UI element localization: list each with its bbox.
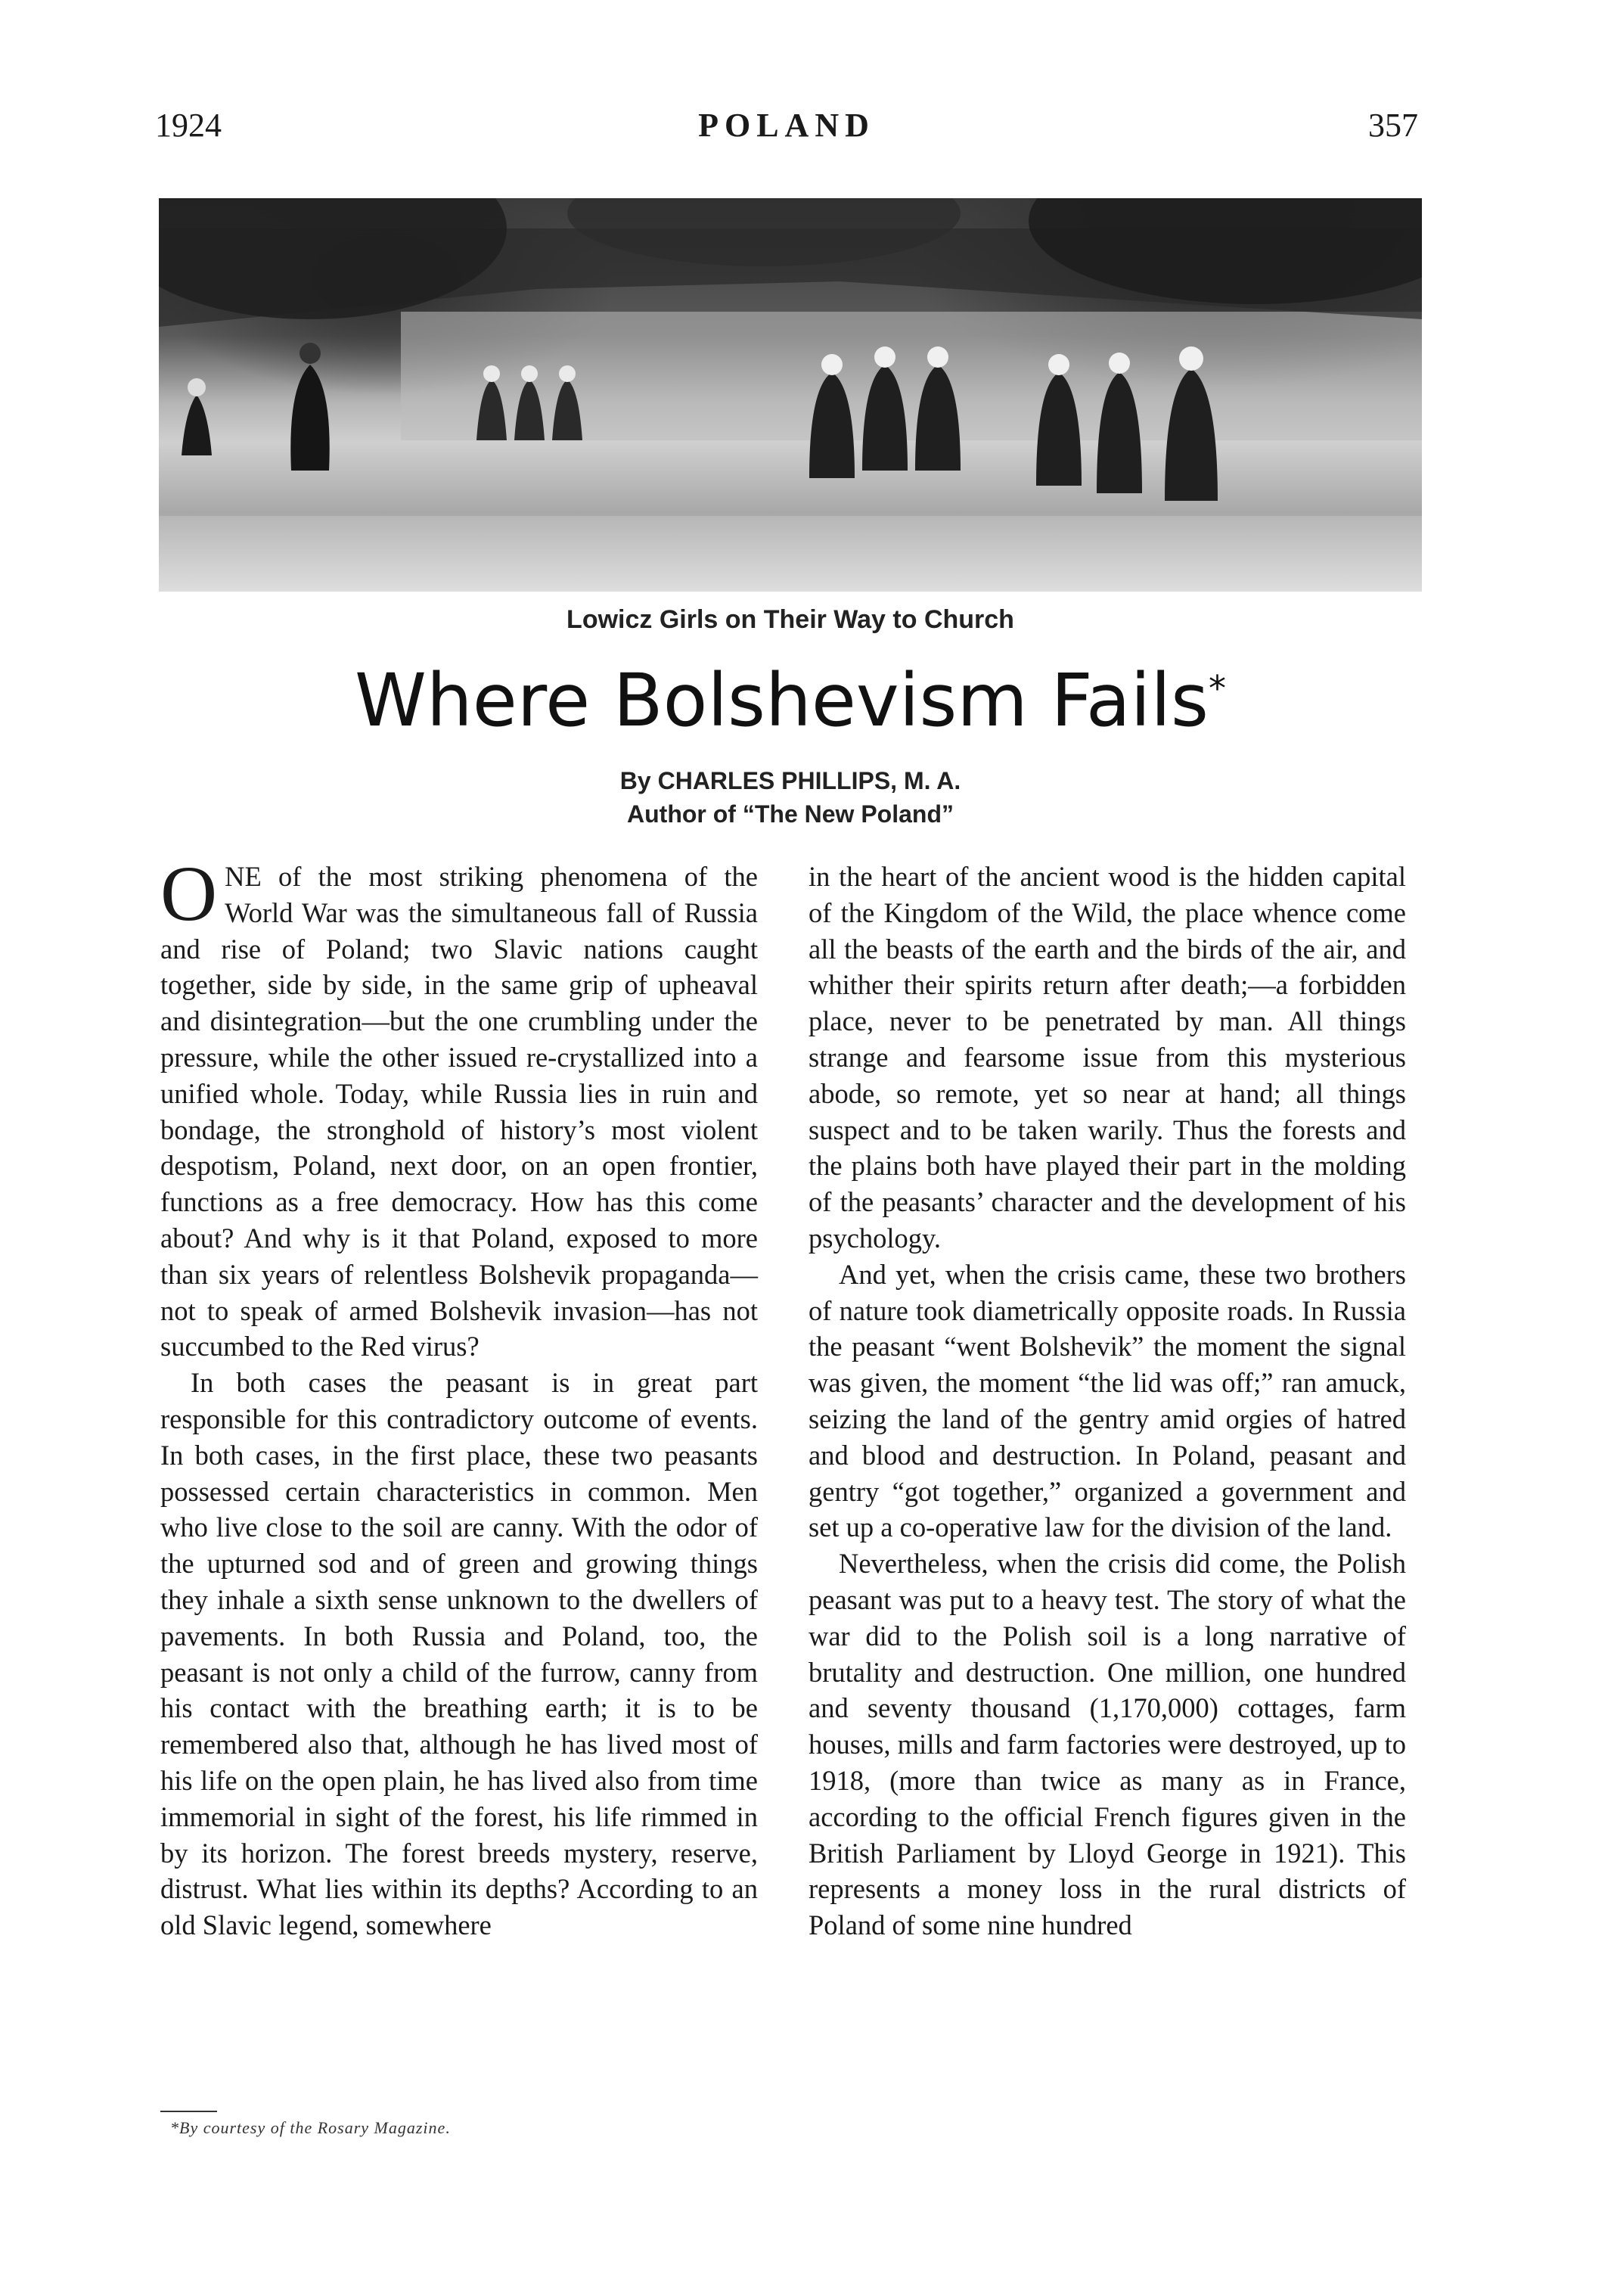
footnote-rule — [160, 2111, 217, 2112]
paragraph: in the heart of the ancient wood is the hidden capital of the Kingdom of the Wild, the place whence come all the beasts of the earth and the birds of the air, and whither their spirits return after death;—a forbidden place, never to be penetrated by man. All things strange and fearsome issue from this mysterious abode, so remote, yet so near at hand; all things suspect and to be taken warily. Thus the forests and the plains both have played their part in the molding of the peasants’ character and the development of his psychology. — [809, 861, 1406, 1254]
article-title-text: Where Bolshevism Fails — [354, 658, 1209, 743]
paragraph: Nevertheless, when the crisis did come, the Polish peasant was put to a heavy test. The story of what the war did to the Polish soil is a long narrative of brutality and destruction. One million, one hundred and seventy thousand (1,170,000) cottages, farm houses, mills and farm factories were destroyed, up to 1918, (more than twice as many as in France, according to the official French figures given in the British Parliament by Lloyd George in 1921). This represents a money loss in the rural districts of Poland of some nine hundred — [809, 1548, 1406, 1941]
journal-title: POLAND — [698, 107, 875, 144]
footnote: *By courtesy of the Rosary Magazine. — [170, 2118, 451, 2137]
column-left — [160, 850, 758, 1943]
byline: By CHARLES PHILLIPS, M. A. — [619, 767, 961, 794]
article-title — [159, 658, 1422, 743]
paragraph: In both cases the peasant is in great part responsible for this contradictory outcome of events. In both cases, in the first place, these two peasants possessed certain characteristics in common. Men who live close to the soil are canny. With the odor of the upturned sod and of green and growing things they inhale a sixth sense unknown to the dwellers of pavements. In both Russia and Poland, too, the peasant is not only a child of the furrow, canny from his contact with the breathing earth; it is to be remembered also that, although he has lived most of his life on the open plain, he has lived also from time immemorial in sight of the forest, his life rimmed in by its horizon. The forest breeds mystery, reserve, distrust. What lies within its depths? According to an old Slavic legend, somewhere — [160, 1367, 758, 1941]
page-number: 357 — [1368, 107, 1418, 144]
title-footnote-mark: * — [1209, 668, 1227, 709]
paragraph — [160, 850, 758, 1365]
photo-scene — [159, 198, 1422, 592]
photograph-lowicz-girls — [159, 198, 1422, 592]
drop-cap: O — [160, 850, 218, 937]
paragraph-text: NE of the most striking phenomena of the World War was the simultaneous fall of Russia and rise of Poland; two Slavic nations caught together, side by side, in the same grip of upheaval and disintegration—but the one crumbling under the pressure, while the other issued re-crystallized into a unified whole. Today, while Russia lies in ruin and bondage, the stronghold of history’s most violent despotism, Poland, next door, on an open frontier, functions as a free democracy. How has this come about? And why is it that Poland, exposed to more than six years of relentless Bolshevik propaganda—not to speak of armed Bolshevik invasion—has not succumbed to the Red virus? — [160, 861, 758, 1362]
paragraph: And yet, when the crisis came, these two brothers of nature took diametrically opposite roads. In Russia the peasant “went Bolshevik” the moment the signal was given, the moment “the lid was off;” ran amuck, seizing the land of the gentry amid orgies of hatred and blood and destruction. In Poland, peasant and gentry “got together,” organized a government and set up a co-operative law for the division of the land. — [809, 1258, 1406, 1543]
author-note: Author of “The New Poland” — [627, 800, 954, 828]
running-head — [155, 106, 1418, 151]
header-year: 1924 — [155, 107, 222, 144]
byline-block — [159, 764, 1422, 831]
photo-caption: Lowicz Girls on Their Way to Church — [566, 605, 1014, 634]
column-right — [809, 859, 1406, 1943]
